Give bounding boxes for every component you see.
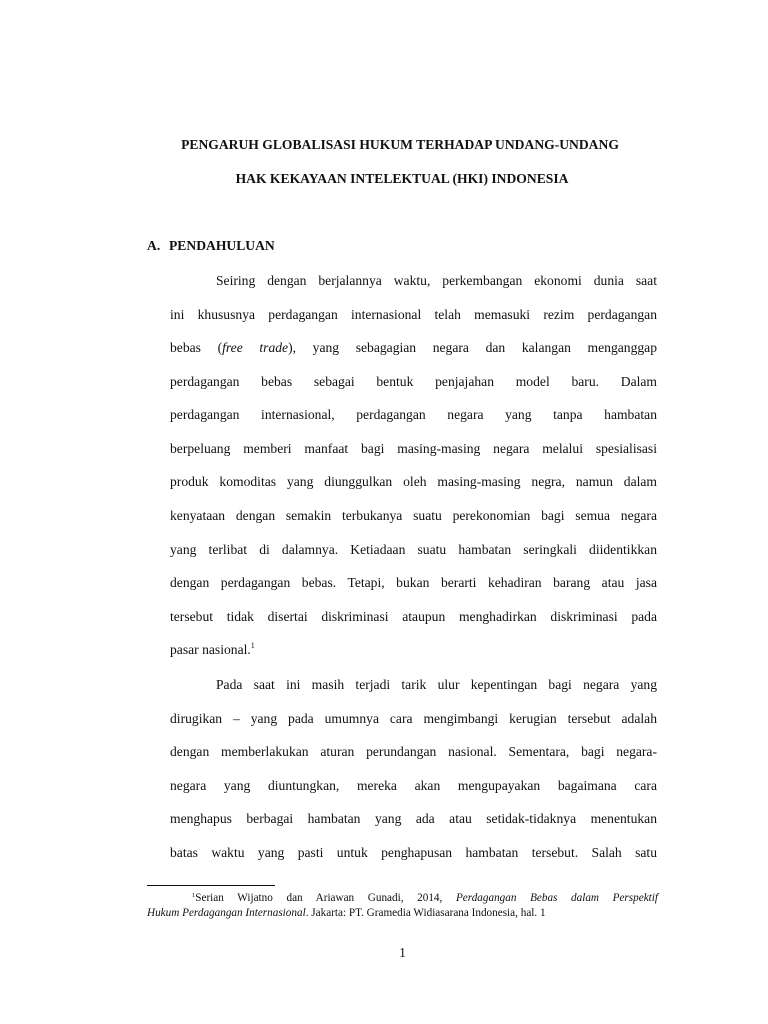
paragraph-line: yang terlibat di dalamnya. Ketiadaan suatu hambatan seringkali diidentikkan xyxy=(170,542,657,557)
footnote-reference[interactable]: 1 xyxy=(250,641,255,650)
paragraph-line: negara yang diuntungkan, mereka akan mengupayakan bagaimana cara xyxy=(170,778,657,793)
footnote-separator xyxy=(147,885,275,886)
paragraph-line: berpeluang memberi manfaat bagi masing-masing negara melalui spesialisasi xyxy=(170,441,657,456)
paragraph-line xyxy=(170,339,657,357)
footnote-marker: 1 xyxy=(192,892,196,899)
section-heading xyxy=(147,238,275,254)
section-title: PENDAHULUAN xyxy=(169,238,275,253)
paragraph-line: menghapus berbagai hambatan yang ada atau setidak-tidaknya menentukan xyxy=(170,811,657,826)
footnote-authors: Serian Wijatno dan Ariawan Gunadi, 2014, xyxy=(195,892,456,904)
footnote-publisher: . Jakarta: PT. Gramedia Widiasarana Indonesia, hal. 1 xyxy=(305,907,546,919)
paragraph-line: kenyataan dengan semakin terbukanya suatu perekonomian bagi semua negara xyxy=(170,508,657,523)
paragraph-line: Seiring dengan berjalannya waktu, perkembangan ekonomi dunia saat xyxy=(216,273,657,288)
text-span: pasar nasional. xyxy=(170,642,251,657)
footnote-line xyxy=(147,906,658,920)
paragraph-line: tersebut tidak disertai diskriminasi ataupun menghadirkan diskriminasi pada xyxy=(170,609,657,624)
page-number: 1 xyxy=(399,945,406,960)
paragraph-line: perdagangan internasional, perdagangan negara yang tanpa hambatan xyxy=(170,407,657,422)
italic-term: free trade xyxy=(222,340,289,355)
paragraph-line: produk komoditas yang diunggulkan oleh masing-masing negra, namun dalam xyxy=(170,474,657,489)
paragraph-line: dengan memberlakukan aturan perundangan nasional. Sementara, bagi negara- xyxy=(170,744,657,759)
footnote-line xyxy=(192,891,658,905)
text-span: ), yang sebagagian negara dan kalangan menganggap xyxy=(288,340,657,355)
paragraph-line xyxy=(170,641,657,659)
paragraph-line: Pada saat ini masih terjadi tarik ulur kepentingan bagi negara yang xyxy=(216,677,657,692)
paragraph-line: dengan perdagangan bebas. Tetapi, bukan berarti kehadiran barang atau jasa xyxy=(170,575,657,590)
section-number: A. xyxy=(147,238,161,253)
document-title-line-2: HAK KEKAYAAN INTELEKTUAL (HKI) INDONESIA xyxy=(235,171,569,186)
paragraph-line: dirugikan – yang pada umumnya cara mengimbangi kerugian tersebut adalah xyxy=(170,711,657,726)
paragraph-line: perdagangan bebas sebagai bentuk penjajahan model baru. Dalam xyxy=(170,374,657,389)
footnote-title: Perdagangan Bebas dalam Perspektif xyxy=(455,892,658,904)
document-title-line-1: PENGARUH GLOBALISASI HUKUM TERHADAP UNDANG-UNDANG xyxy=(181,137,619,152)
text-span: bebas ( xyxy=(170,340,223,355)
footnote-title: Hukum Perdagangan Internasional xyxy=(147,907,306,919)
paragraph-line: ini khususnya perdagangan internasional telah memasuki rezim perdagangan xyxy=(170,307,657,322)
paragraph-line: batas waktu yang pasti untuk penghapusan hambatan tersebut. Salah satu xyxy=(170,845,657,860)
